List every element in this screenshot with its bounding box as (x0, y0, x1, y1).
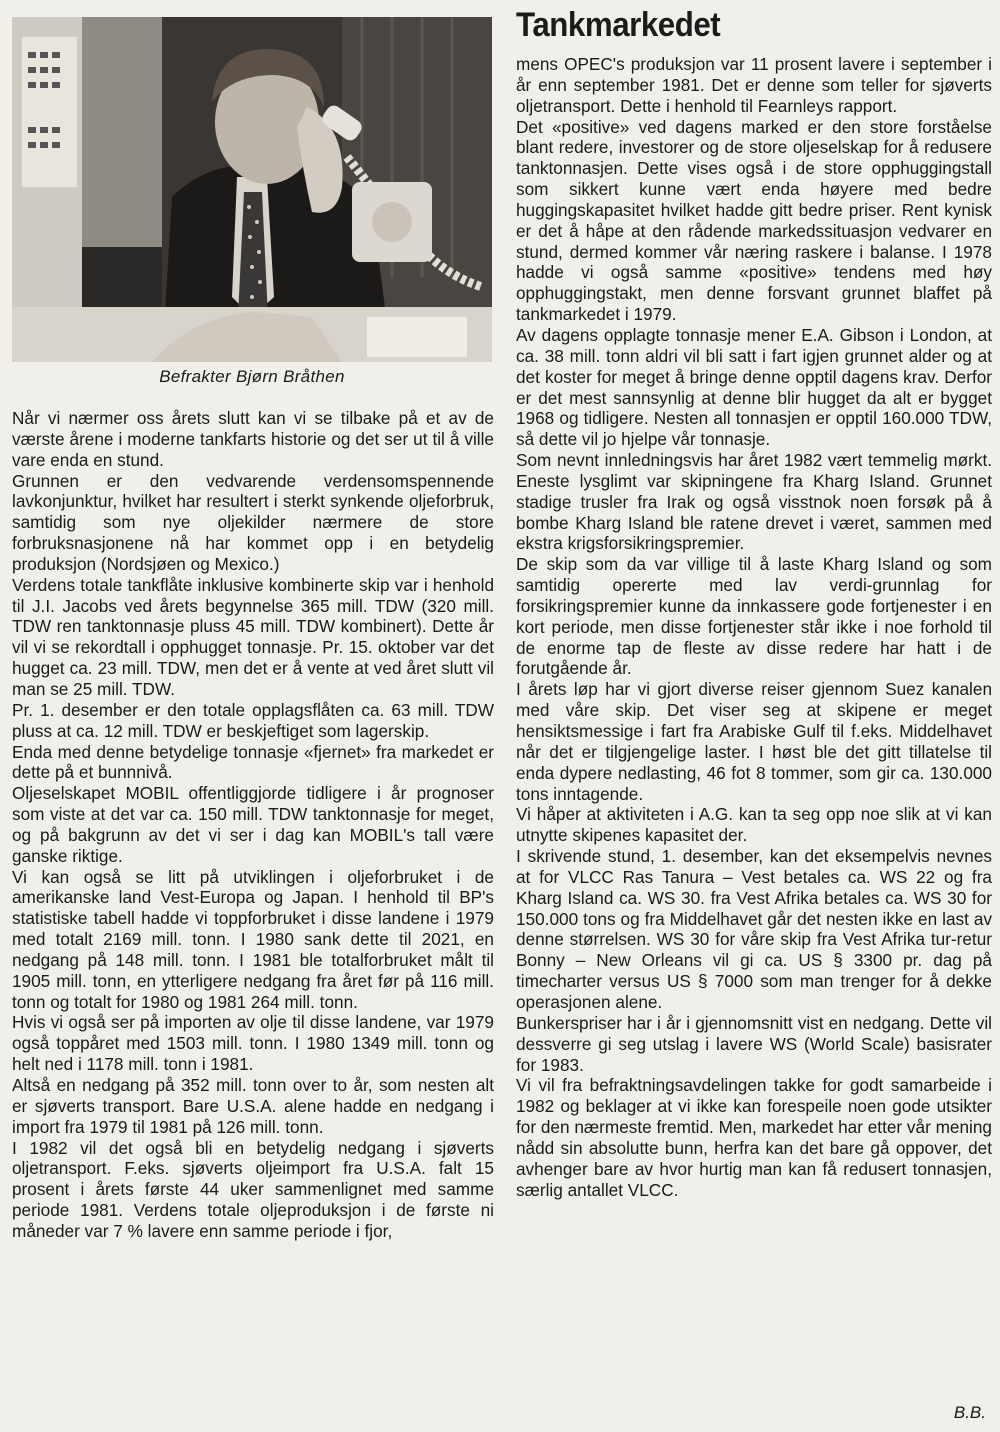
paragraph: Enda med denne betydelige tonnasje «fjernet» fra markedet er dette på et bunnnivå. (12, 741, 494, 783)
paragraph: Grunnen er den vedvarende verdensomspennende lavkonjunktur, hvilket har resultert i sterkt synkende oljeforbruk, samtidig som nye oljekilder nærmere de store forbruksnasjonene nå har kommet opp i en betydelig produksjon (Nordsjøen og Mexico.) (12, 470, 494, 574)
paragraph: Verdens totale tankflåte inklusive kombinerte skip var i henhold til J.I. Jacobs ved årets begynnelse 365 mill. TDW (320 mill. TDW ren tanktonnasje pluss 45 mill. TDW kombinert). Dette år vil vi se rekordtall i opphugget tonnasje. Pr. 15. oktober var det hugget ca. 23 mill. TDW, men det er å vente at ved året slutt vil man se 25 mill. TDW. (12, 574, 494, 699)
paragraph: Det «positive» ved dagens marked er den store forståelse blant redere, investorer og de store oljeselskap for å redusere tanktonnasjen. Dette vises også i de store opphuggingstall som sikkert kunne vært enda høyere med bedre huggingskapasitet hvilket hadde gitt bedre priser. Rent kynisk er det å håpe at den rådende markedssituasjon vedvarer en stund, dermed kommer vår næring raskere i balanse. I 1978 hadde vi også samme «positive» tendens med høy opphuggingstakt, men denne forsvant grunnet blaffet på tankmarkedet i 1979. (516, 116, 992, 325)
author-signature: B.B. (953, 1403, 986, 1422)
paragraph: Av dagens opplagte tonnasje mener E.A. Gibson i London, at ca. 38 mill. tonn aldri vil bli satt i fart igjen grunnet alder og at det koster for meget å bringe denne opptil dagens krav. Derfor er det mest sannsynlig at denne blir hugget da alt er bygget 1968 og tidligere. Nesten all tonnasjen er opptil 160.000 TDW, så dette vil jo hjelpe vår tonnasje. (516, 324, 992, 450)
paragraph: Vi vil fra befraktningsavdelingen takke for godt samarbeide i 1982 og beklager at vi ikke kan forespeile noen gode utsikter for den nærmeste fremtid. Men, markedet har etter vår mening nådd sin absolutte bunn, herfra kan det bare gå oppover, det avhenger bare av hvor hurtig man kan få redusert tonnasjen, særlig antallet VLCC. (516, 1075, 992, 1200)
paragraph: Som nevnt innledningsvis har året 1982 vært temmelig mørkt. Eneste lysglimt var skipningene fra Kharg Island. Grunnet stadige trusler fra Irak og også visstnok noen forsøk på å bombe Kharg Island ble ratene drevet i været, sammen med ekstra krigsforsikringspremier. (516, 450, 992, 554)
paragraph: Når vi nærmer oss årets slutt kan vi se tilbake på et av de værste årene i moderne tankfarts historie og det ser ut til å ville vare enda en stund. (12, 408, 494, 470)
left-text-column (12, 408, 494, 1242)
paragraph: mens OPEC's produksjon var 11 prosent lavere i september i år enn september 1981. Det er denne som teller for sjøverts oljetransport. Dette i henhold til Fearnleys rapport. (516, 54, 992, 116)
photo-illustration (12, 17, 492, 362)
paragraph: De skip som da var villige til å laste Kharg Island og som samtidig opererte med lav verdi-grunnlag for forsikringspremier kunne da innkassere gode fortjenester i en kort periode, men disse fortjenester står ikke i noe forhold til de enorme tap de fleste av disse redere har hatt i de forutgående år. (516, 554, 992, 679)
paragraph: Altså en nedgang på 352 mill. tonn over to år, som nesten alt er sjøverts transport. Bare U.S.A. alene hadde en nedgang i import fra 1979 til 1981 på 126 mill. tonn. (12, 1075, 494, 1137)
paragraph: Bunkerspriser har i år i gjennomsnitt vist en nedgang. Dette vil dessverre gi seg utslag i lavere WS (World Scale) basisrater for 1983. (516, 1012, 992, 1075)
paragraph: Hvis vi også ser på importen av olje til disse landene, var 1979 også toppåret med 1503 mill. tonn. I 1980 1349 mill. tonn og helt ned i 1178 mill. tonn i 1981. (12, 1012, 494, 1075)
right-text-column (516, 54, 992, 1200)
paragraph: I 1982 vil det også bli en betydelig nedgang i sjøverts oljetransport. F.eks. sjøverts oljeimport fra U.S.A. falt 15 prosent i årets første 44 uker sammenlignet med samme periode 1981. Verdens totale oljeproduksjon i de første ni måneder var 7 % lavere enn samme periode i fjor, (12, 1137, 494, 1241)
paragraph: I årets løp har vi gjort diverse reiser gjennom Suez kanalen med våre skip. Det viser seg at skipene er meget hensiktsmessige i fart fra Arabiske Gulf til f.eks. Middelhavet når det er tilgjengelige laster. I høst ble det gitt tillatelse til enda dypere nedlasting, 46 fot 8 tommer, som gir ca. 130.000 tons inntagende. (516, 679, 992, 804)
photo-caption: Befrakter Bjørn Bråthen (159, 367, 345, 386)
paragraph: I skrivende stund, 1. desember, kan det eksempelvis nevnes at for VLCC Ras Tanura – Vest betales ca. WS 22 og fra Kharg Island ca. WS 30. fra Vest Afrika betales ca. WS 30 for 150.000 tons og fra Middelhavet går det nesten ikke en last av denne størrelsen. WS 30 for våre skip fra Vest Afrika tur-retur Bonny – New Orleans vil gi ca. US § 3300 pr. dag på timecharter versus US § 7000 som man trenger for å dekke operasjonen alene. (516, 846, 992, 1012)
paragraph: Vi håper at aktiviteten i A.G. kan ta seg opp noe slik at vi kan utnytte skipenes kapasitet der. (516, 804, 992, 846)
photo-man-on-telephone (12, 17, 492, 362)
paragraph: Vi kan også se litt på utviklingen i oljeforbruket i de amerikanske land Vest-Europa og Japan. I henhold til BP's statistiske tabell hadde vi toppforbruket i disse landene i 1979 med totalt 2169 mill. tonn. I 1980 sank dette til 2021, en nedgang på 148 mill. tonn. I 1981 ble totalforbruket målt til 1905 mill. tonn, en ytterligere nedgang fra året før på 116 mill. tonn og totalt for 1980 og 1981 264 mill. tonn. (12, 866, 494, 1012)
paragraph: Oljeselskapet MOBIL offentliggjorde tidligere i år prognoser som viste at det var ca. 150 mill. TDW tanktonnasje for meget, og på bakgrunn av det vi ser i dag kan MOBIL's tall være ganske riktige. (12, 783, 494, 866)
paragraph: Pr. 1. desember er den totale opplagsflåten ca. 63 mill. TDW pluss at ca. 12 mill. TDW er beskjeftiget som lagerskip. (12, 699, 494, 741)
article-title: Tankmarkedet (516, 6, 721, 44)
